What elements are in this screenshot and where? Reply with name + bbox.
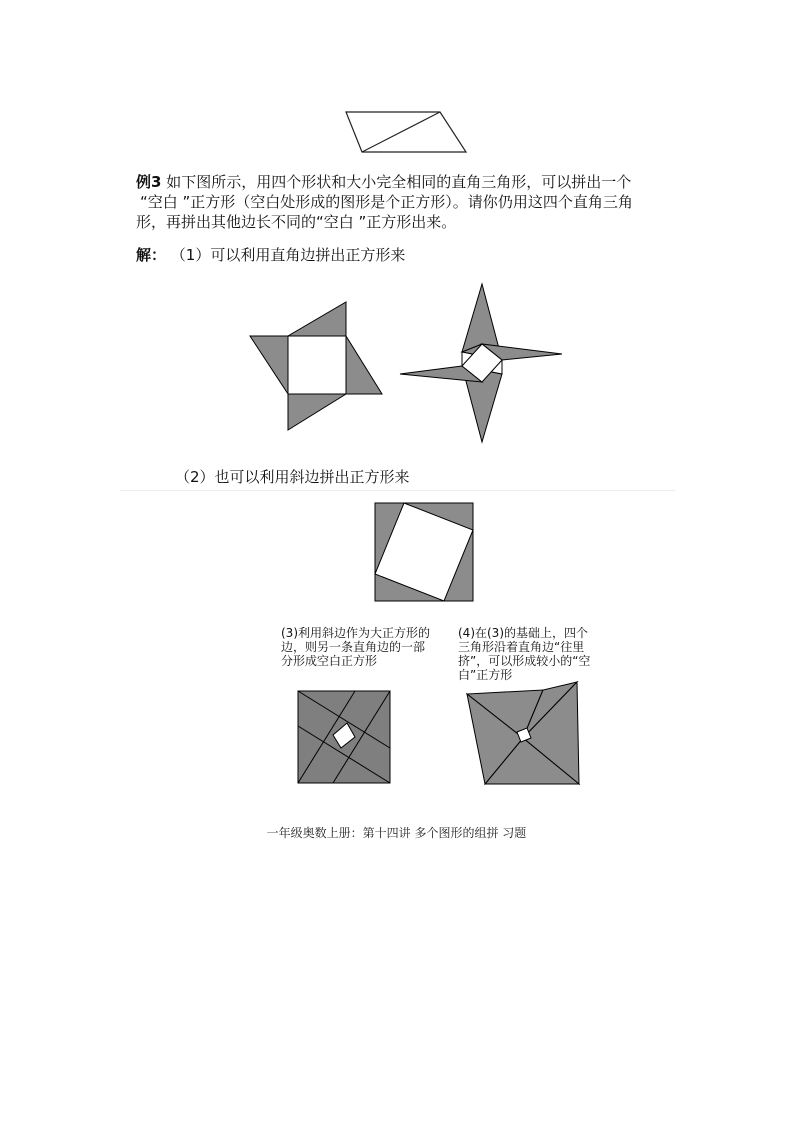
figure-3 [297, 690, 393, 786]
example-label: 例3 [136, 173, 162, 191]
solution-step1-line [136, 245, 676, 265]
note-4: (4)在(3)的基础上，四个三角形沿着直角边“往里挤”，可以形成较小的“空白”正方形 [458, 626, 591, 682]
pinwheel-figure [248, 300, 388, 435]
footer: 一年级奥数上册：第十四讲 多个图形的组拼 习题 [266, 826, 527, 840]
solution-step1: （1）可以利用直角边拼出正方形来 [170, 246, 406, 264]
parallelogram-figure [340, 108, 470, 158]
solution-step2: （2）也可以利用斜边拼出正方形来 [175, 468, 410, 486]
example-line1 [136, 172, 676, 192]
note-3: (3)利用斜边作为大正方形的边，则另一条直角边的一部分形成空白正方形 [281, 626, 430, 668]
divider [120, 490, 675, 491]
example-line3: 形，再拼出其他边长不同的“空白 ”正方形出来。 [136, 213, 457, 231]
figure-4 [465, 680, 585, 786]
example-text-1: 如下图所示，用四个形状和大小完全相同的直角三角形，可以拼出一个 [166, 173, 632, 191]
solution-label: 解： [136, 246, 167, 264]
hypotenuse-square-figure [374, 502, 476, 604]
star-figure [398, 282, 568, 447]
example-line2: “空白 ”正方形（空白处形成的图形是个正方形）。请你仍用这四个直角三角 [140, 193, 633, 211]
